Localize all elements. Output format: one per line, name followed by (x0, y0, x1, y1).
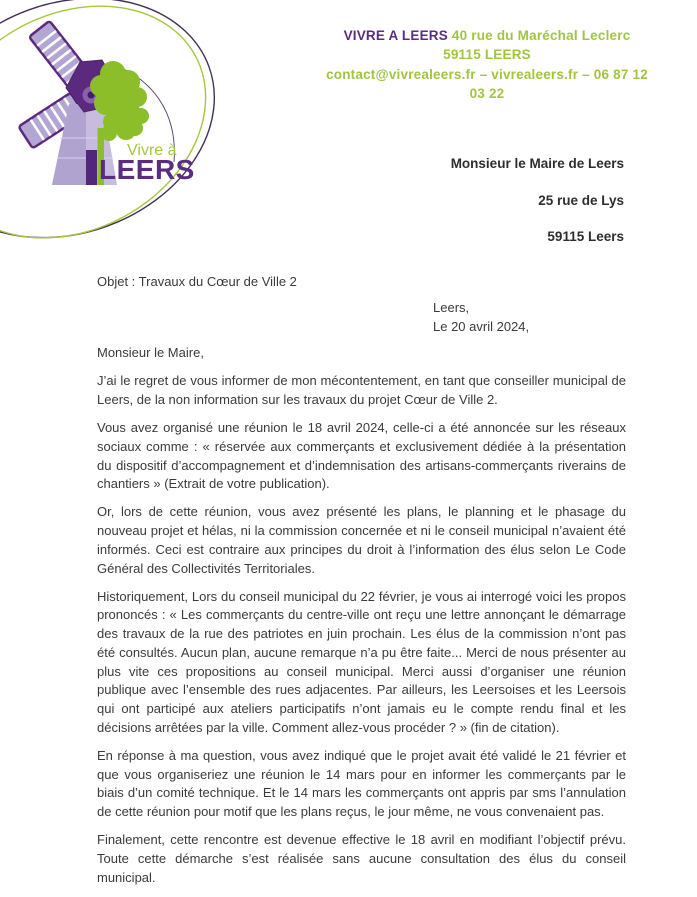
org-phone-cont: 03 22 (469, 85, 505, 101)
salutation: Monsieur le Maire, (97, 345, 204, 360)
letterhead (283, 26, 691, 103)
org-contact-line: contact@vivrealeers.fr – vivrealeers.fr – 06 87 12 (326, 66, 648, 82)
logo-tagline: Vivre à (127, 142, 177, 159)
subject-line: Objet : Travaux du Cœur de Ville 2 (97, 274, 297, 289)
place-date-block (433, 299, 529, 336)
recipient-block (451, 146, 624, 256)
recipient-name: Monsieur le Maire de Leers (450, 156, 624, 171)
vivre-a-leers-logo (0, 0, 290, 272)
org-address-street: 40 rue du Maréchal Leclerc (451, 28, 631, 43)
paragraph: Vous avez organisé une réunion le 18 avril 2024, celle-ci a été annoncée sur les réseaux sociaux comme : « réservée aux commerçants et exclusivement dédiée à la présentation du dispositif d’accompagnement et d’indemnisation des artisans-commerçants riverains de chantiers » (Extrait de votre publication). (97, 420, 626, 492)
paragraph: Historiquement, Lors du conseil municipal du 22 février, je vous ai interrogé voici les propos prononcés : « Les commerçants du centre-ville ont reçu une lettre annonçant le démarrage des travaux de la rue des patriotes en juin prochain. Les élus de la commission n’ont pas été consultés. Aucun plan, aucune remarque n’a pu être faite... Merci de nous présenter au plus vite ces propositions au conseil municipal. Merci aussi d’organiser une réunion publique avec l’ensemble des rues adjacentes. Par ailleurs, les Leersoises et les Leersois qui ont participé aux ateliers participatifs n’ont jamais eu le compte rendu final et les décisions arrêtées par la ville. Comment allez-vous procéder ? » (fin de citation). (97, 588, 626, 735)
recipient-city: 59115 Leers (547, 229, 624, 245)
letterhead-line-1 (283, 26, 691, 45)
letter-body (97, 344, 626, 897)
logo-wordmark: LEERS (99, 154, 195, 185)
paragraph: Finalement, cette rencontre est devenue effective le 18 avril en modifiant l’objectif prévu. Toute cette démarche s’est réalisée sans aucune consultation des élus du conseil municipal. (97, 832, 626, 885)
org-name: VIVRE A LEERS (343, 28, 448, 43)
paragraph: En réponse à ma question, vous avez indiqué que le projet avait été validé le 21 février et que vous organiseriez une réunion le 14 mars pour en informer les commerçants par le biais d’un comité technique. Et le 14 mars les commerçants ont appris par sms l’annulation de cette réunion pour motif que les plans reçus, le jour même, ne vous convenaient pas. (97, 747, 626, 819)
letter-date: Le 20 avril 2024, (433, 318, 530, 334)
letter-place: Leers, (433, 300, 470, 315)
org-address-city: 59115 LEERS (443, 47, 531, 63)
recipient-street: 25 rue de Lys (538, 192, 624, 208)
paragraph: Or, lors de cette réunion, vous avez présenté les plans, le planning et le phasage du nouveau projet et hélas, ni la commission concernée et ni le conseil municipal n’avaient été informés. Ceci est contraire aux principes du droit à l’information des élus selon Le Code Général des Collectivités Territoriales. (97, 504, 626, 576)
paragraph: J’ai le regret de vous informer de mon mécontentement, en tant que conseiller municipal de Leers, de la non information sur les travaux du projet Cœur de Ville 2. (97, 373, 626, 407)
